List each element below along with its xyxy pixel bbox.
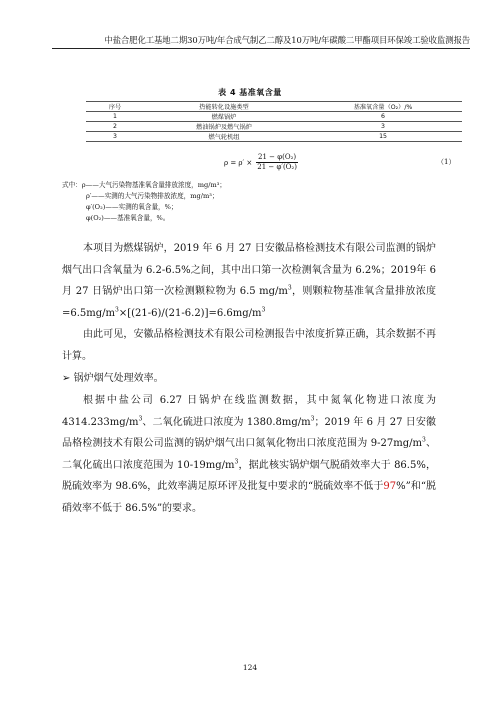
paragraph-conclusion: 由此可见，安徽品格检测技术有限公司检测报告中浓度折算正确，其余数据不再计算。 xyxy=(62,329,436,362)
formula-denominator: 21 − φ′(O₂) xyxy=(257,163,297,171)
header-rule xyxy=(52,48,470,49)
formula-number: （1） xyxy=(437,158,456,166)
table-cell: 燃油锅炉及燃气锅炉 xyxy=(144,122,304,132)
table-row xyxy=(86,112,462,122)
reference-oxygen-table xyxy=(86,101,462,142)
superscript: 3 xyxy=(261,306,266,314)
column-header: 热能转化设施类型 xyxy=(144,102,304,112)
definition-row xyxy=(62,202,226,213)
paragraph-efficiency xyxy=(62,390,436,519)
definition-text: ——实测的大气污染物排放浓度，mg/m³； xyxy=(91,192,219,200)
symbol-definitions xyxy=(62,180,226,224)
text-run: ；2019 年 6 月 27 日安徽品格检测技术有限公司监测的锅炉烟气出口氮氧化物出口浓度范围为 9-27mg/m xyxy=(62,416,437,449)
table-cell: 燃煤锅炉 xyxy=(144,112,304,122)
text-run: 、二氧化硫出口浓度范围为 10-19mg/m xyxy=(62,438,436,471)
definition-row xyxy=(62,180,226,191)
definition-intro: 式中： xyxy=(62,181,82,189)
definition-symbol: φ′(O₂) xyxy=(86,203,106,211)
bullet-item xyxy=(62,368,164,390)
conversion-formula xyxy=(224,153,299,172)
table-cell: 15 xyxy=(304,132,462,142)
table-row xyxy=(86,132,462,142)
page-number: 124 xyxy=(242,663,258,672)
running-header: 中盐合肥化工基地二期30万吨/年合成气制乙二醇及10万吨/年碳酸二甲酯项目环保竣工验收监测报告 xyxy=(104,35,470,45)
definition-row xyxy=(62,191,226,202)
superscript: 3 xyxy=(115,306,119,314)
table-cell: 燃气轮机组 xyxy=(144,132,304,142)
text-run: %”和“脱硝效率不低于 86.5%”的要求。 xyxy=(62,481,436,514)
formula-fraction xyxy=(255,153,299,172)
column-header: 基准氧含量（O₂）/% xyxy=(304,102,462,112)
highlighted-value: 97 xyxy=(383,481,397,492)
text-run: 根据中盐公司 6.27 日锅炉在线监测数据，其中氮氧化物进口浓度为4314.233mg/m xyxy=(62,395,436,428)
bullet-arrow-icon: ➢ xyxy=(62,373,71,384)
text-run: 本项目为燃煤锅炉，2019 年 6 月 27 日安徽品格检测技术有限公司监测的锅炉烟气出口含氧量为 6.2-6.5%之间，其中出口第一次检测氧含量为 6.2%；2019年 6 月 27 日锅炉出口第一次检测颗粒物为 6.5 mg/m xyxy=(62,243,436,297)
definition-symbol: φ(O₂) xyxy=(86,214,104,222)
column-header: 序号 xyxy=(86,102,144,112)
definition-symbol: ρ xyxy=(81,181,86,189)
superscript: 3 xyxy=(421,436,426,444)
text-run: ×[(21-6)/(21-6.2)]=6.6mg/m xyxy=(118,307,262,319)
superscript: 3 xyxy=(138,415,143,423)
definition-text: ——大气污染物基准氧含量排放浓度，mg/m³； xyxy=(85,181,226,189)
table-cell: 3 xyxy=(304,122,462,132)
text-run: ，据此核实锅炉烟气脱硝效率大于 86.5%，脱硫效率为 98.6%，此效率满足原环评及批复中要求的“脱硫效率不低于 xyxy=(62,459,436,492)
table-row xyxy=(86,122,462,132)
definition-text: ——基准氧含量，%。 xyxy=(103,214,170,222)
bullet-text: 锅炉烟气处理效率。 xyxy=(73,373,164,384)
table-cell: 3 xyxy=(86,132,144,142)
table-header-row xyxy=(86,102,462,112)
definition-symbol: ρ′ xyxy=(86,192,92,200)
superscript: 3 xyxy=(310,415,315,423)
superscript: 3 xyxy=(287,284,292,292)
definition-row xyxy=(62,213,226,224)
text-run: ，则颗粒物基准氧含量排放浓度=6.5mg/m xyxy=(62,286,437,319)
table-cell: 1 xyxy=(86,112,144,122)
table-caption: 表 4 基准氧含量 xyxy=(218,88,282,97)
formula-numerator: 21 − φ(O₂) xyxy=(258,153,297,161)
definition-text: ——实测的氧含量，%； xyxy=(105,203,178,211)
table-cell: 2 xyxy=(86,122,144,132)
paragraph-particulate-calculation xyxy=(62,238,436,324)
superscript: 3 xyxy=(234,458,239,466)
text-run: 、二氧化硫进口浓度为 1380.8mg/m xyxy=(142,416,311,428)
table-cell: 6 xyxy=(304,112,462,122)
formula-lhs: ρ = ρ′ × xyxy=(224,158,253,167)
